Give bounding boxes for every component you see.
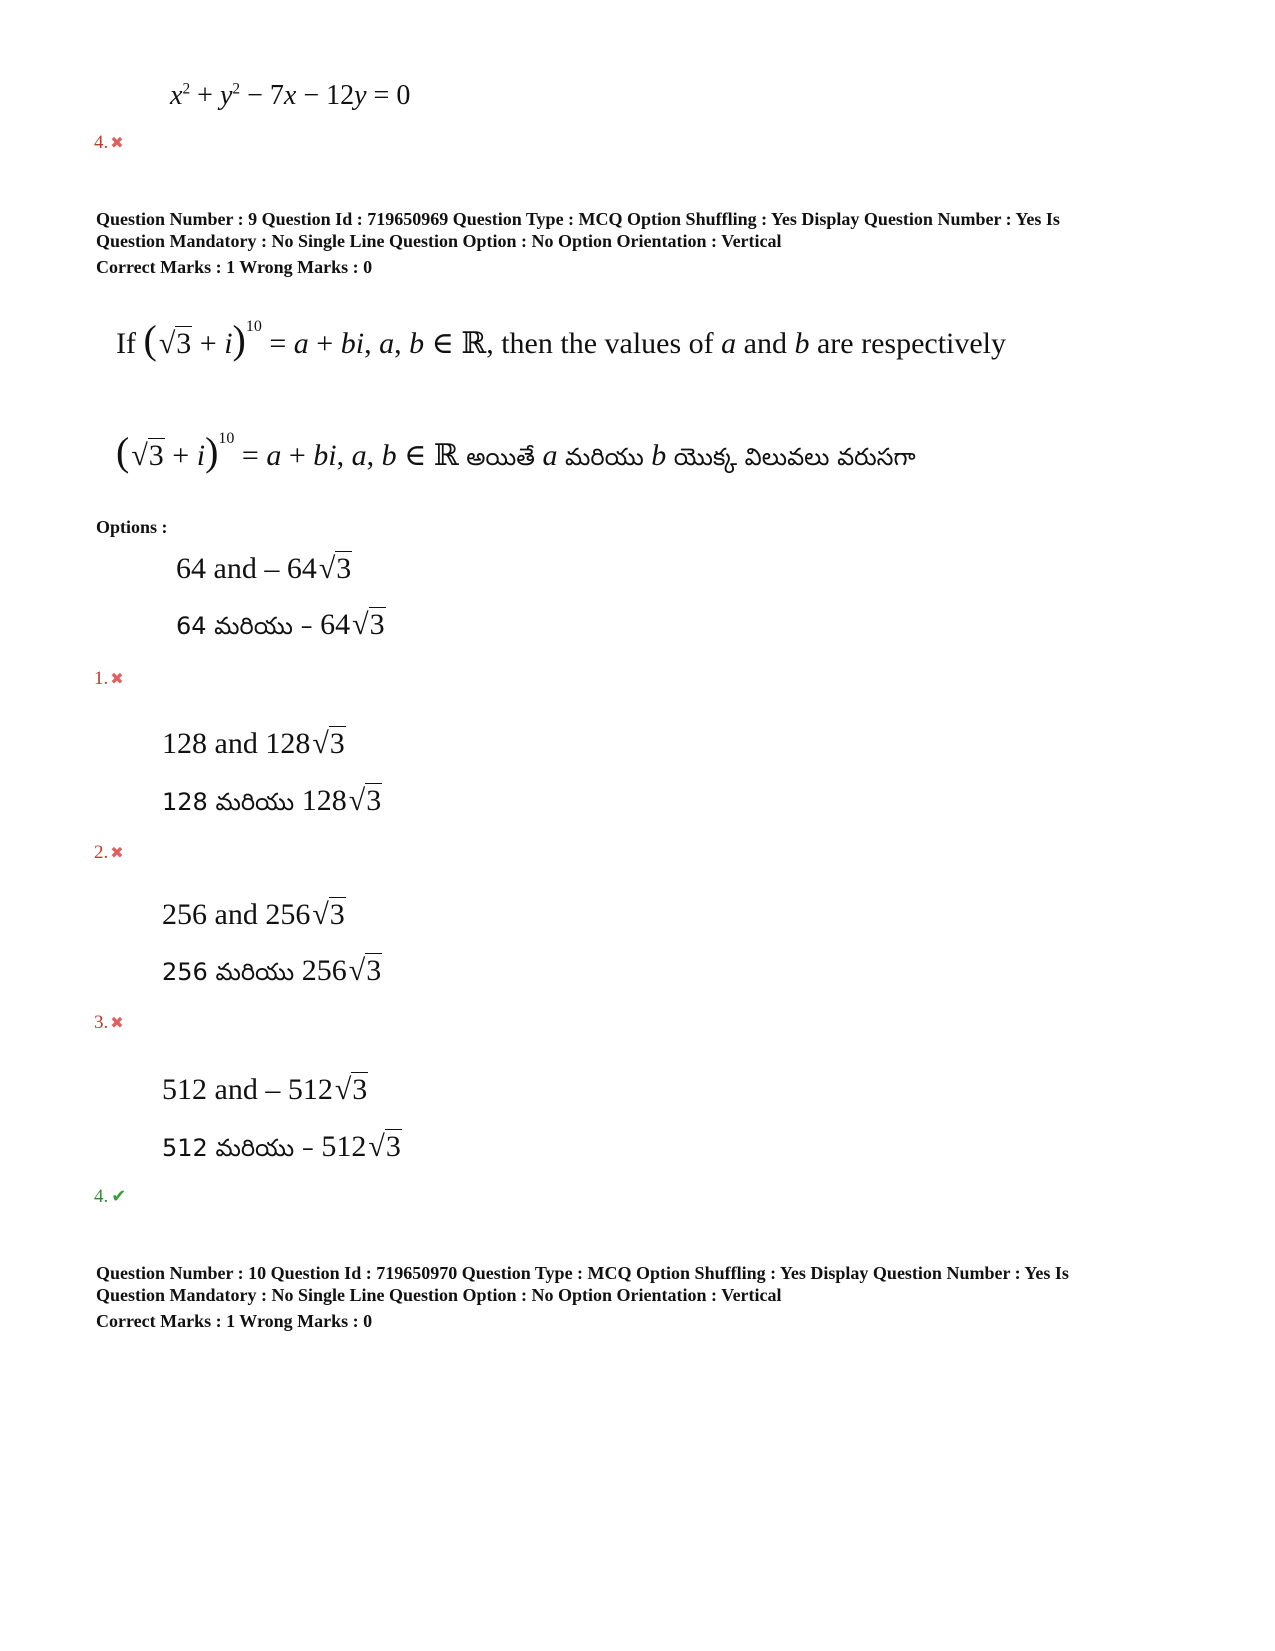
option-3-number xyxy=(94,1012,124,1034)
question-stem-english: If $(√3 + i)^{10} = a$ + bi, a, b ∈ ℝ, then the values of a and b are respectively xyxy=(116,317,1007,362)
option-text: 512 xyxy=(321,1130,367,1163)
option-text: 512 and – xyxy=(162,1073,281,1106)
question-meta-line-2: Question Mandatory : No Single Line Question Option : No Option Orientation : Vertical xyxy=(96,231,782,251)
option-text: 256 and xyxy=(162,898,258,931)
question-meta-line-1: Question Number : 9 Question Id : 719650969 Question Type : MCQ Option Shuffling : Yes Display Question Number : Yes Is xyxy=(96,209,1060,229)
option-4-telugu: 512 మరియు – 512√3 xyxy=(162,1130,401,1163)
stem-te-ayite: అయితే xyxy=(466,443,535,471)
options-label: Options : xyxy=(96,517,168,537)
option-text: 256 xyxy=(301,954,347,987)
question-marks-line: Correct Marks : 1 Wrong Marks : 0 xyxy=(96,257,373,277)
check-mark-icon: ✔ xyxy=(111,1186,127,1206)
option-text: 128 xyxy=(265,727,311,760)
stem-then: then the values of xyxy=(501,327,714,360)
stem-if: If xyxy=(116,327,136,360)
wrong-mark-icon: ✖ xyxy=(110,135,124,152)
option-4-number xyxy=(94,1186,126,1208)
question-10-meta-line-2: Question Mandatory : No Single Line Question Option : No Option Orientation : Vertical xyxy=(96,1285,782,1305)
option-2-telugu: 128 మరియు 128√3 xyxy=(162,784,382,817)
question-stem-telugu: $(√3 + i)^{10} = a$ + bi, a, b ∈ ℝ అయితే a మరియు b యొక్క విలువలు వరుసగా xyxy=(116,429,916,474)
option-text: 128 and xyxy=(162,727,258,760)
option-text: 512 మరియు – xyxy=(162,1134,314,1162)
option-number: 1. xyxy=(94,668,109,689)
prev-option-4 xyxy=(94,132,124,154)
option-text: 256 xyxy=(265,898,311,931)
option-text: 256 మరియు xyxy=(162,958,295,986)
option-3-telugu: 256 మరియు 256√3 xyxy=(162,954,382,987)
option-1-number xyxy=(94,668,124,690)
wrong-mark-icon: ✖ xyxy=(110,845,124,862)
stem-te-mariyu: మరియు xyxy=(564,443,644,471)
option-text: 64 xyxy=(320,608,351,641)
option-text: 128 మరియు xyxy=(162,788,295,816)
option-text: 512 xyxy=(287,1073,333,1106)
option-1-english: 64 and – 64√3 xyxy=(176,552,352,585)
option-number: 4. xyxy=(94,132,109,153)
option-2-number xyxy=(94,842,124,864)
option-text: 64 and – xyxy=(176,552,280,585)
stem-and: and xyxy=(743,327,787,360)
stem-te-end: యొక్క విలువలు వరుసగా xyxy=(673,443,916,471)
question-10-meta-line-1: Question Number : 10 Question Id : 719650970 Question Type : MCQ Option Shuffling : Yes Display Question Number : Yes Is xyxy=(96,1263,1069,1283)
option-text: 64 xyxy=(286,552,317,585)
prev-equation: $x^2 + y^2 - 7x - 12y = 0$ xyxy=(170,80,411,111)
option-1-telugu: 64 మరియు – 64√3 xyxy=(176,608,385,641)
option-text: 64 మరియు – xyxy=(176,612,313,640)
option-number: 3. xyxy=(94,1012,109,1033)
option-number: 2. xyxy=(94,842,109,863)
option-4-english: 512 and – 512√3 xyxy=(162,1073,368,1106)
option-text: 128 xyxy=(301,784,347,817)
option-2-english: 128 and 128√3 xyxy=(162,727,345,760)
option-number: 4. xyxy=(94,1186,109,1207)
wrong-mark-icon: ✖ xyxy=(110,1015,124,1032)
question-10-marks-line: Correct Marks : 1 Wrong Marks : 0 xyxy=(96,1311,373,1331)
wrong-mark-icon: ✖ xyxy=(110,671,124,688)
stem-end: are respectively xyxy=(816,327,1007,360)
option-3-english: 256 and 256√3 xyxy=(162,898,345,931)
